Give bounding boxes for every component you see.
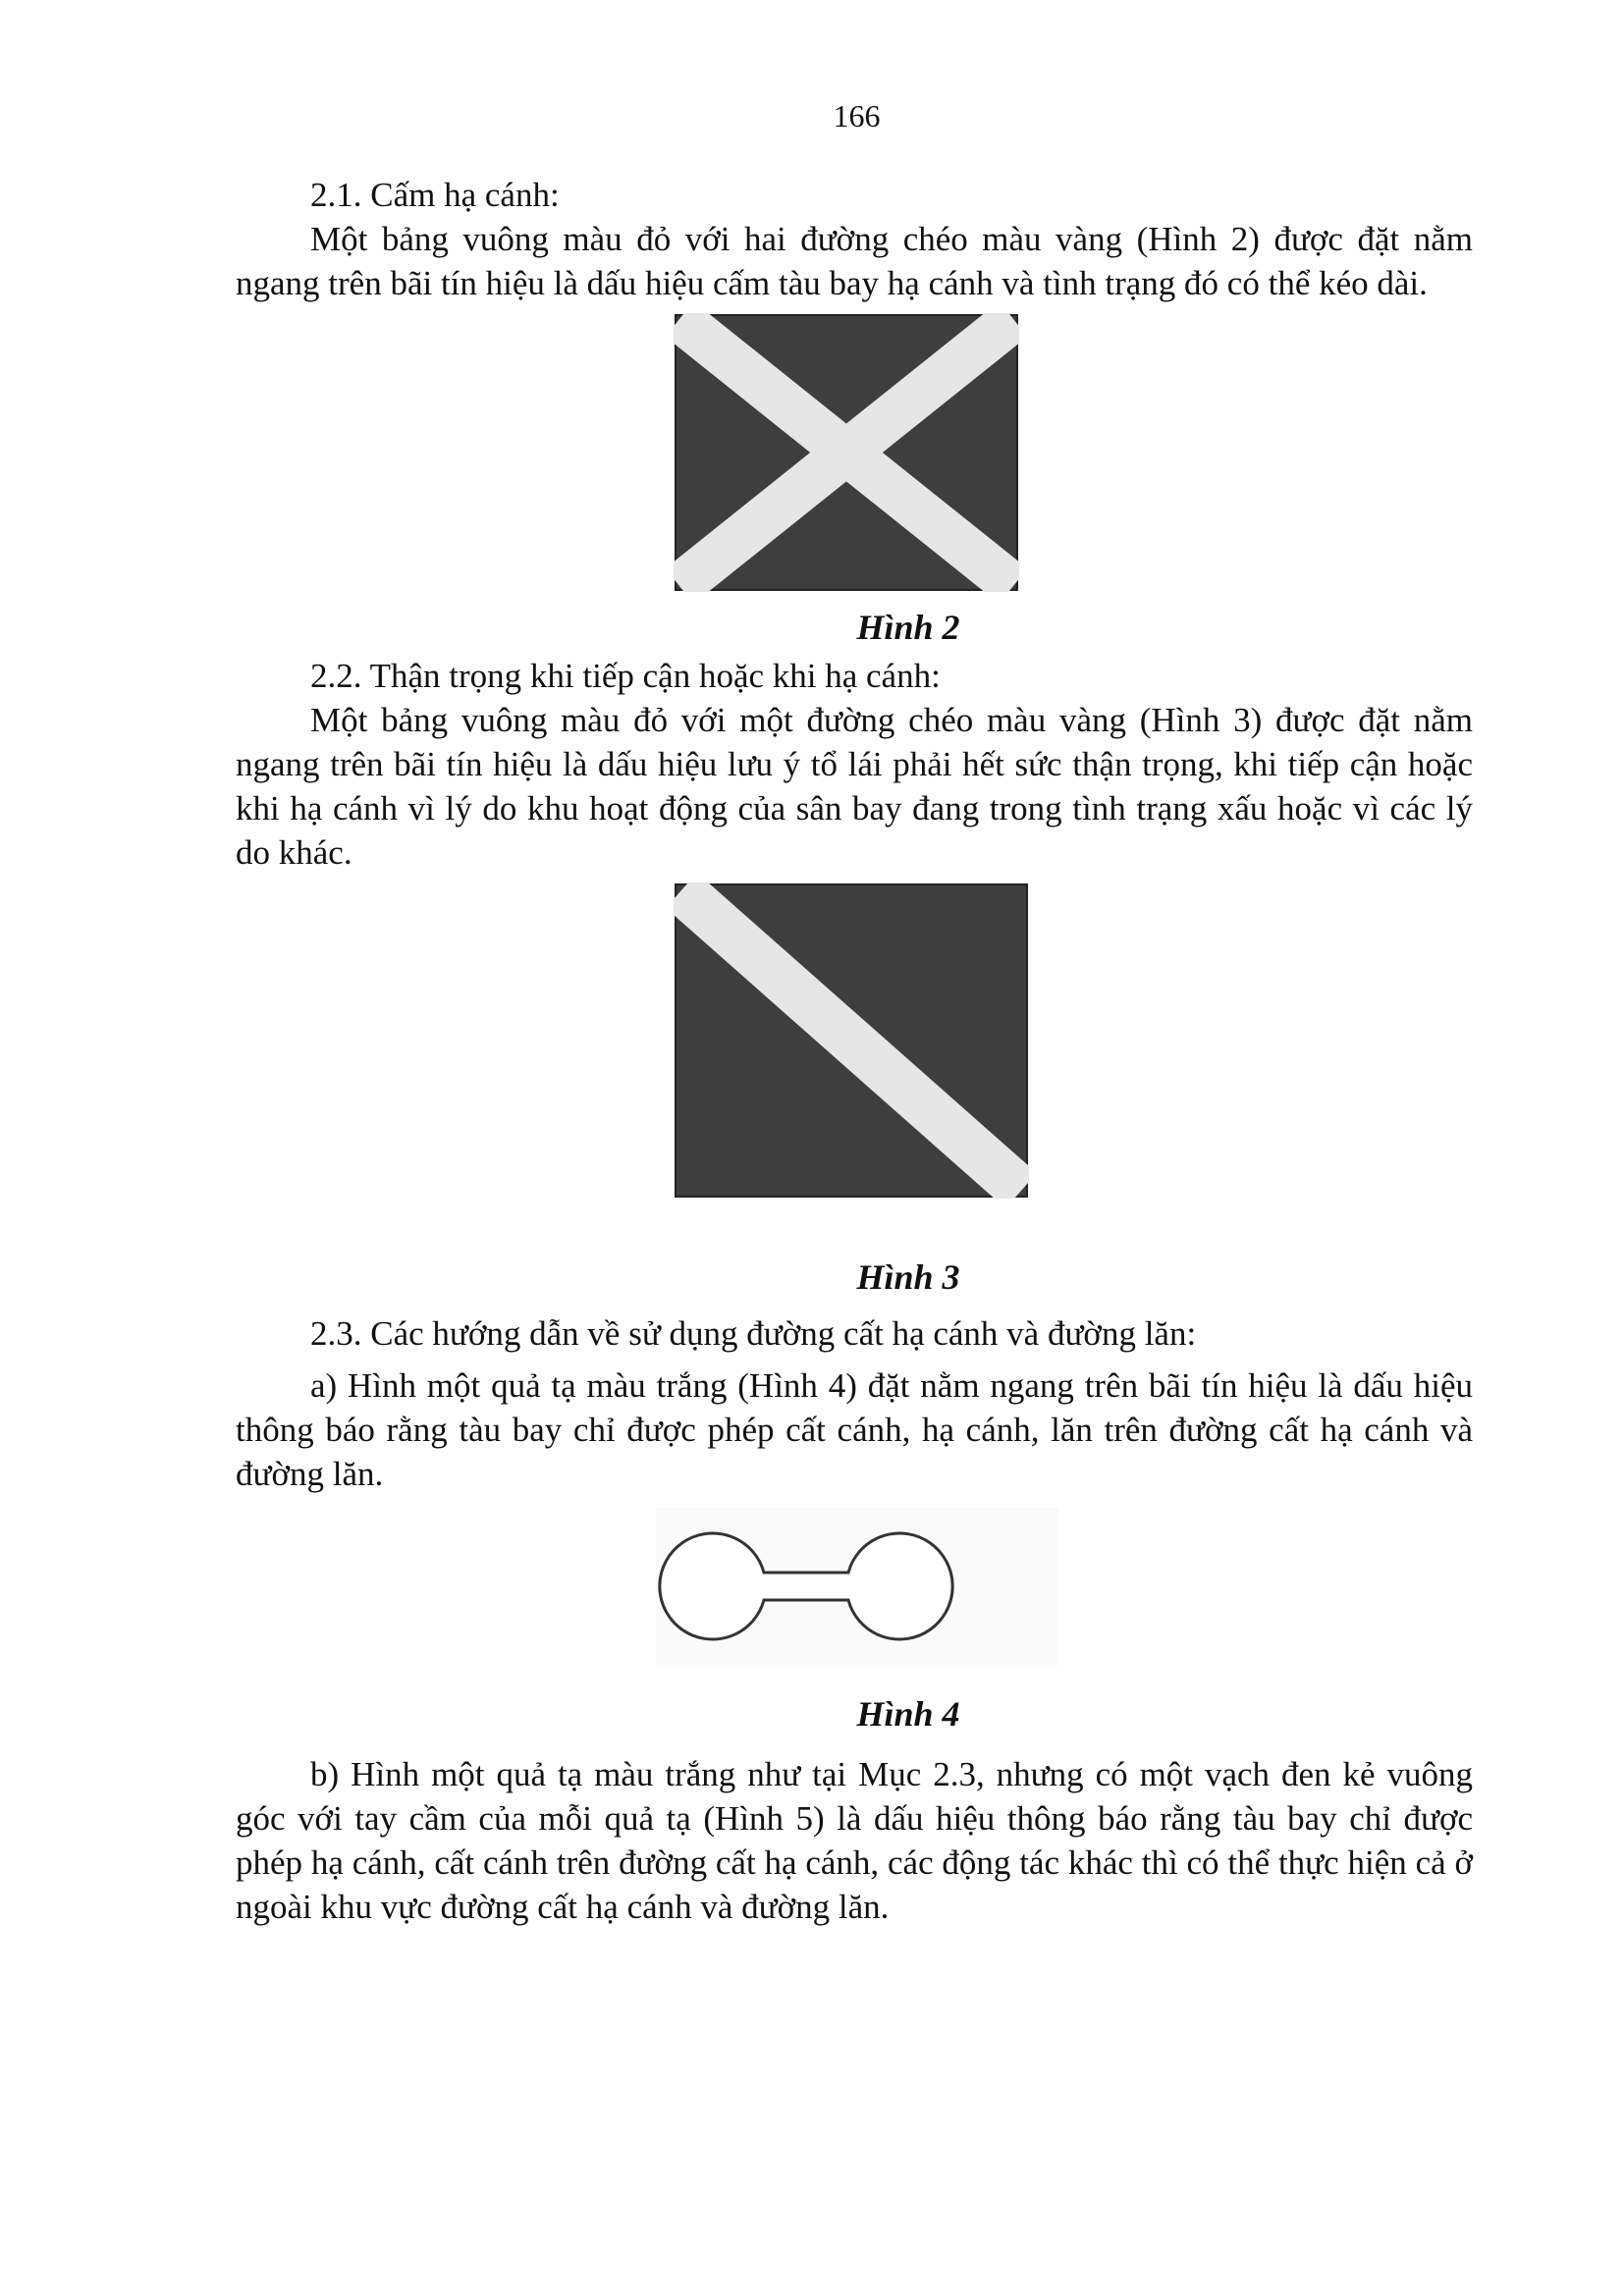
- document-body: [236, 173, 1473, 1929]
- figure-2-caption: Hình 2: [856, 608, 960, 647]
- section-2-3-heading: 2.3. Các hướng dẫn về sử dụng đường cất hạ cánh và đường lăn:: [310, 1314, 1197, 1353]
- figure-2: [236, 313, 1473, 511]
- figure-4: [236, 1508, 1473, 1692]
- section-2-1-body: Một bảng vuông màu đỏ với hai đường chéo màu vàng (Hình 2) được đặt nằm ngang trên bãi tín hiệu là dấu hiệu cấm tàu bay hạ cánh và tình trạng đó có thể kéo dài.: [236, 220, 1473, 302]
- section-2-3-para-a: a) Hình một quả tạ màu trắng (Hình 4) đặt nằm ngang trên bãi tín hiệu là dấu hiệu thông báo rằng tàu bay chỉ được phép cất cánh, hạ cánh, lăn trên đường cất hạ cánh và đường lăn.: [236, 1366, 1473, 1493]
- section-2-2-heading: 2.2. Thận trọng khi tiếp cận hoặc khi hạ cánh:: [310, 657, 941, 695]
- caution-diagonal-board-icon: [674, 882, 1029, 1199]
- dumbbell-icon: [656, 1508, 1058, 1665]
- figure-3: [236, 882, 1473, 1255]
- page-number: 166: [833, 98, 881, 133]
- section-2-1-heading: 2.1. Cấm hạ cánh:: [310, 176, 560, 214]
- section-2-3-para-b: b) Hình một quả tạ màu trắng như tại Mục 2.3, nhưng có một vạch đen kẻ vuông góc với tay cầm của mỗi quả tạ (Hình 5) là dấu hiệu thông báo rằng tàu bay chỉ được phép hạ cánh, cất cánh trên đường cất hạ cánh, các động tác khác thì có thể thực hiện cả ở ngoài khu vực đường cất hạ cánh và đường lăn.: [236, 1755, 1473, 1926]
- figure-4-caption: Hình 4: [856, 1694, 960, 1734]
- figure-3-caption: Hình 3: [856, 1257, 960, 1297]
- no-landing-x-board-icon: [674, 313, 1019, 592]
- section-2-2-body: Một bảng vuông màu đỏ với một đường chéo màu vàng (Hình 3) được đặt nằm ngang trên bãi tín hiệu là dấu hiệu lưu ý tổ lái phải hết sức thận trọng, khi tiếp cận hoặc khi hạ cánh vì lý do khu hoạt động của sân bay đang trong tình trạng xấu hoặc vì các lý do khác.: [236, 701, 1473, 872]
